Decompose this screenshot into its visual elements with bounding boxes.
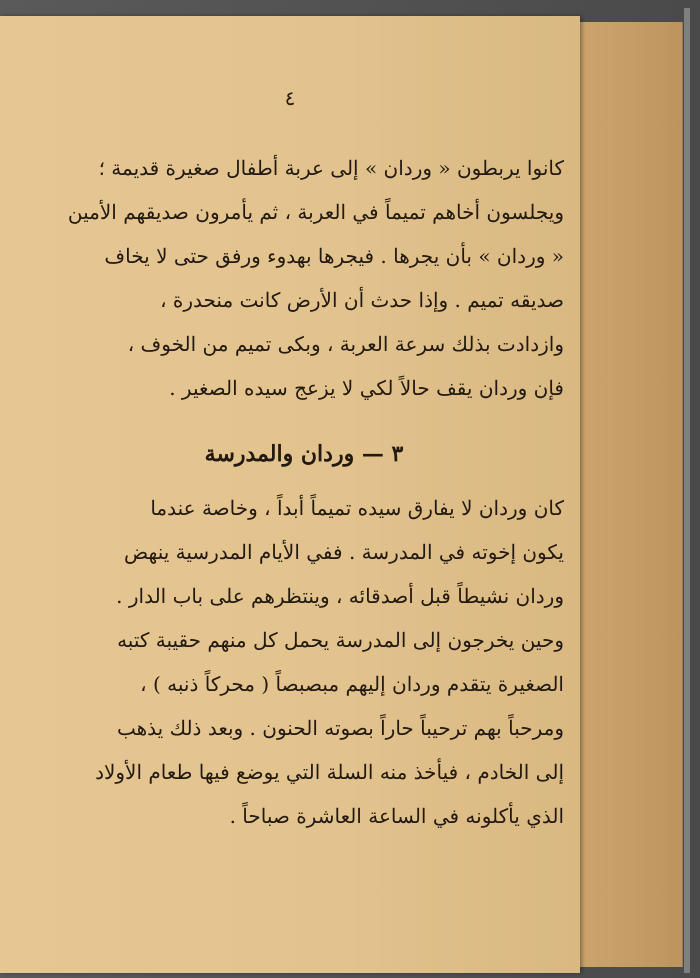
- text-line: الذي يأكلونه في الساعة العاشرة صباحاً .: [229, 804, 564, 828]
- text-line: صديقه تميم . وإذا حدث أن الأرض كانت منحدرة ،: [160, 288, 564, 312]
- text-line: فإن وردان يقف حالاً لكي لا يزعج سيده الصغير .: [169, 376, 564, 400]
- book-page: [0, 16, 580, 973]
- text-line: وازدادت بذلك سرعة العربة ، وبكى تميم من الخوف ،: [127, 332, 564, 356]
- text-line: « وردان » بأن يجرها . فيجرها بهدوء ورفق حتى لا يخاف: [104, 244, 564, 268]
- page-number: ٤: [284, 86, 296, 110]
- text-line: وردان نشيطاً قبل أصدقائه ، وينتظرهم على باب الدار .: [116, 584, 564, 608]
- text-line: وحين يخرجون إلى المدرسة يحمل كل منهم حقيبة كتبه: [117, 628, 564, 652]
- section-heading: ٣ — وردان والمدرسة: [204, 441, 404, 467]
- text-line: إلى الخادم ، فيأخذ منه السلة التي يوضع فيها طعام الأولاد: [95, 760, 564, 784]
- text-line: كان وردان لا يفارق سيده تميماً أبداً ، وخاصة عندما: [150, 496, 564, 520]
- text-line: ويجلسون أخاهم تميماً في العربة ، ثم يأمرون صديقهم الأمين: [67, 200, 564, 224]
- paragraph-2: [44, 486, 564, 838]
- text-line: كانوا يربطون « وردان » إلى عربة أطفال صغيرة قديمة ؛: [98, 156, 564, 180]
- text-line: الصغيرة يتقدم وردان إليهم مبصبصاً ( محركاً ذنبه ) ،: [140, 672, 564, 696]
- text-line: يكون إخوته في المدرسة . ففي الأيام المدرسية ينهض: [123, 540, 564, 564]
- text-line: ومرحباً بهم ترحيباً حاراً بصوته الحنون . وبعد ذلك يذهب: [117, 716, 564, 740]
- paragraph-1: [44, 146, 564, 410]
